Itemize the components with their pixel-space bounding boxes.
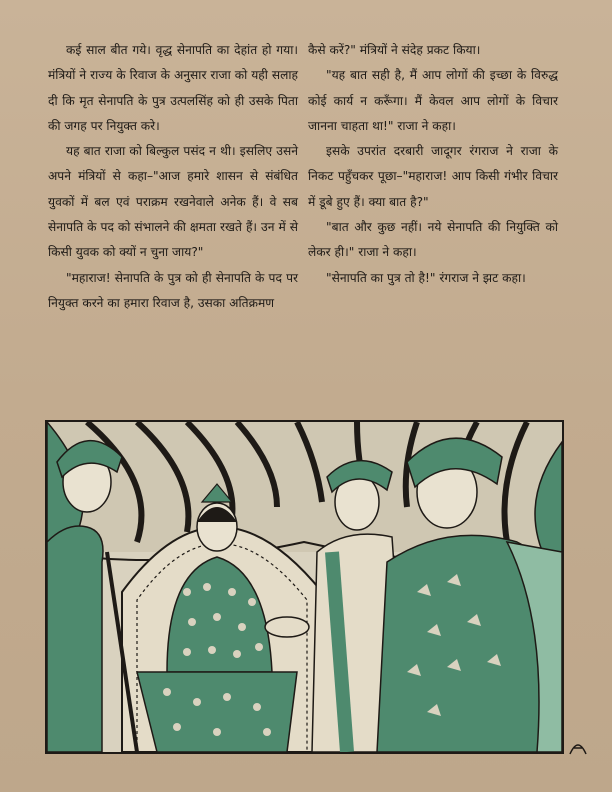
paragraph: कैसे करें?" मंत्रियों ने संदेह प्रकट किया। [308, 43, 481, 57]
paragraph: "सेनापति का पुत्र तो है!" रंगराज ने झट कहा। [326, 270, 526, 285]
paragraph: "महाराज! सेनापति के पुत्र को ही सेनापति के पद पर नियुक्त करने का हमारा रिवाज है, उसका अतिक्रमण [48, 270, 298, 310]
paragraph: "बात और कुछ नहीं। नये सेनापति की नियुक्ति को लेकर ही।" राजा ने कहा। [308, 220, 558, 260]
text-column-left [48, 38, 298, 316]
page-ornament-icon [566, 734, 590, 758]
paragraph: यह बात राजा को बिल्कुल पसंद न थी। इसलिए उसने अपने मंत्रियों से कहा–"आज हमारे शासन से संबंधित युवकों में बल एवं पराक्रम रखनेवाले अनेक हैं। वे सब सेनापति के पद को संभालने की क्षमता रखते हैं। उन में से किसी युवक को क्यों न चुना जाय?" [48, 144, 298, 260]
paragraph: "यह बात सही है, मैं आप लोगों की इच्छा के विरुद्ध कोई कार्य न करूँगा। मैं केवल आप लोगों के विचार जानना चाहता था!" राजा ने कहा। [308, 68, 558, 133]
text-column-right [308, 38, 558, 291]
royal-court-illustration [45, 420, 564, 754]
paragraph: कई साल बीत गये। वृद्ध सेनापति का देहांत हो गया। मंत्रियों ने राज्य के रिवाज के अनुसार राजा को यही सलाह दी कि मृत सेनापति के पुत्र उत्पलसिंह को ही उसके पिता की जगह पर नियुक्त करे। [48, 43, 298, 133]
paragraph: इसके उपरांत दरबारी जादूगर रंगराज ने राजा के निकट पहुँचकर पूछा–"महाराज! आप किसी गंभीर विचार में डूबे हुए हैं। क्या बात है?" [308, 144, 558, 209]
